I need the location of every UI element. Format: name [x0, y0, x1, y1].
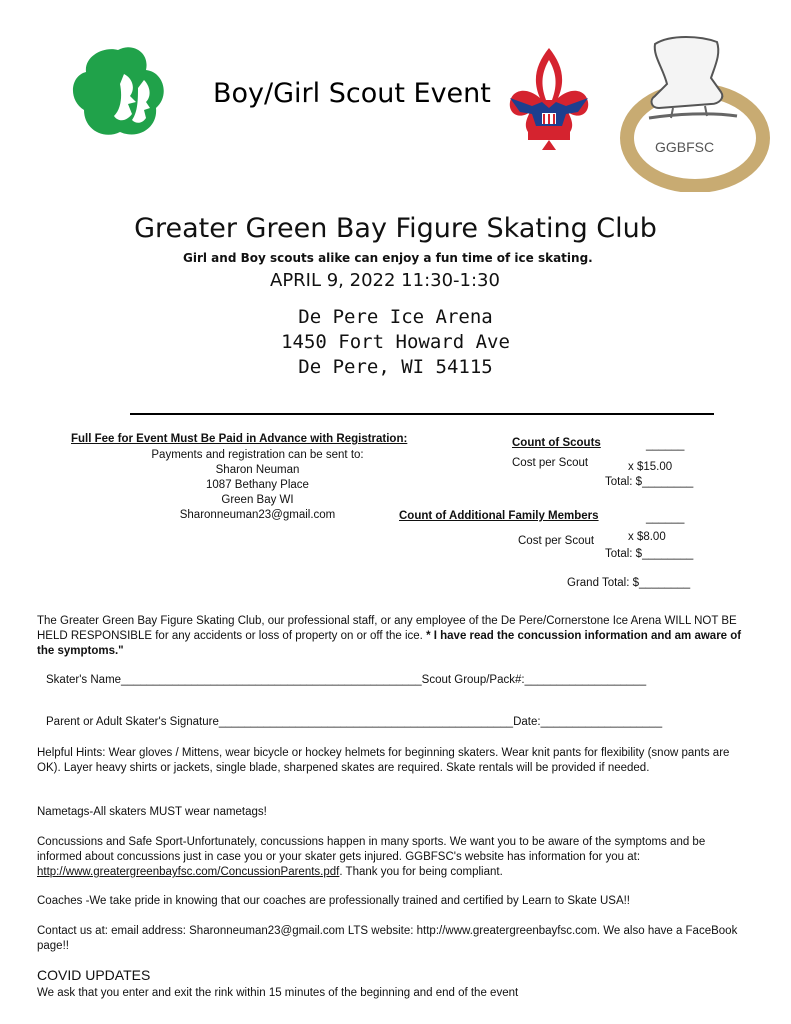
family-rate: x $8.00 — [628, 531, 666, 543]
family-total-field[interactable]: Total: $________ — [605, 548, 694, 560]
skater-name-line[interactable]: Skater's Name_______________________________________________Scout Group/Pack#:___________________ — [46, 674, 647, 686]
scouts-heading: Count of Scouts — [512, 437, 601, 449]
coaches-note: Coaches -We take pride in knowing that our coaches are professionally trained and certified by Learn to Skate USA!! — [37, 895, 631, 907]
event-title: Boy/Girl Scout Event — [213, 78, 491, 109]
scouts-count-field[interactable]: ______ — [646, 439, 685, 451]
payment-street: 1087 Bethany Place — [206, 479, 309, 491]
payment-city: Green Bay WI — [221, 494, 294, 506]
venue-street: 1450 Fort Howard Ave — [281, 331, 510, 353]
scouts-total-field[interactable]: Total: $________ — [605, 476, 694, 488]
covid-heading: COVID UPDATES — [37, 967, 151, 983]
concussion-link[interactable]: http://www.greatergreenbayfsc.com/ConcussionParents.pdf — [37, 866, 340, 878]
venue-city: De Pere, WI 54115 — [298, 356, 493, 378]
waiver-acknowledgement: * I have read the concussion information and am aware of the symptoms." — [37, 630, 742, 657]
divider — [130, 413, 714, 415]
venue-name: De Pere Ice Arena — [298, 306, 493, 328]
ggbfsc-logo — [615, 26, 775, 192]
contact-info: Contact us at: email address: Sharonneuman23@gmail.com LTS website: http://www.greatergreenbayfsc.com. We also have a FaceBook page!! — [37, 925, 738, 952]
concussion-text: Concussions and Safe Sport-Unfortunately, concussions happen in many sports. We want you to be aware of the symptoms and be informed about concussions just in case you or your skater gets injured. GGBFSC's website has information for you at: — [37, 836, 706, 863]
family-count-field[interactable]: ______ — [646, 512, 685, 524]
girl-scout-logo — [66, 44, 170, 142]
payment-line: Payments and registration can be sent to: — [151, 449, 364, 461]
payment-heading: Full Fee for Event Must Be Paid in Advance with Registration: — [71, 433, 408, 445]
payment-address — [130, 448, 385, 523]
grand-total-field[interactable]: Grand Total: $________ — [567, 577, 691, 589]
payment-name: Sharon Neuman — [215, 464, 300, 476]
helpful-hints: Helpful Hints: Wear gloves / Mittens, wear bicycle or hockey helmets for beginning skaters. Wear knit pants for flexibility (snow pants are OK). Layer heavy shirts or jackets, single blade, sharpened skates are required. Skate rentals will be provided if needed. — [37, 747, 730, 774]
nametags-note: Nametags-All skaters MUST wear nametags! — [37, 806, 267, 818]
family-cost-label: Cost per Scout — [518, 535, 595, 547]
payment-email: Sharonneuman23@gmail.com — [179, 509, 336, 521]
event-date: APRIL 9, 2022 11:30-1:30 — [270, 270, 500, 291]
club-name: Greater Green Bay Figure Skating Club — [134, 213, 657, 244]
concussion-info — [37, 835, 742, 880]
waiver-text — [37, 614, 742, 659]
concussion-thanks: . Thank you for being compliant. — [339, 866, 503, 878]
covid-text: We ask that you enter and exit the rink within 15 minutes of the beginning and end of the event — [37, 987, 519, 999]
family-heading: Count of Additional Family Members — [399, 510, 599, 522]
ggbfsc-logo-text: GGBFSC — [655, 139, 715, 155]
scouts-cost-label: Cost per Scout — [512, 457, 589, 469]
waiver-body: The Greater Green Bay Figure Skating Club, our professional staff, or any employee of the De Pere/Cornerstone Ice Arena WILL NOT BE HELD RESPONSIBLE for any accidents or loss of property on or off the ice. — [37, 615, 737, 642]
tagline: Girl and Boy scouts alike can enjoy a fun time of ice skating. — [183, 251, 593, 265]
boy-scout-logo — [502, 46, 596, 156]
signature-line[interactable]: Parent or Adult Skater's Signature______________________________________________Date:___________________ — [46, 716, 663, 728]
scouts-rate: x $15.00 — [628, 461, 673, 473]
